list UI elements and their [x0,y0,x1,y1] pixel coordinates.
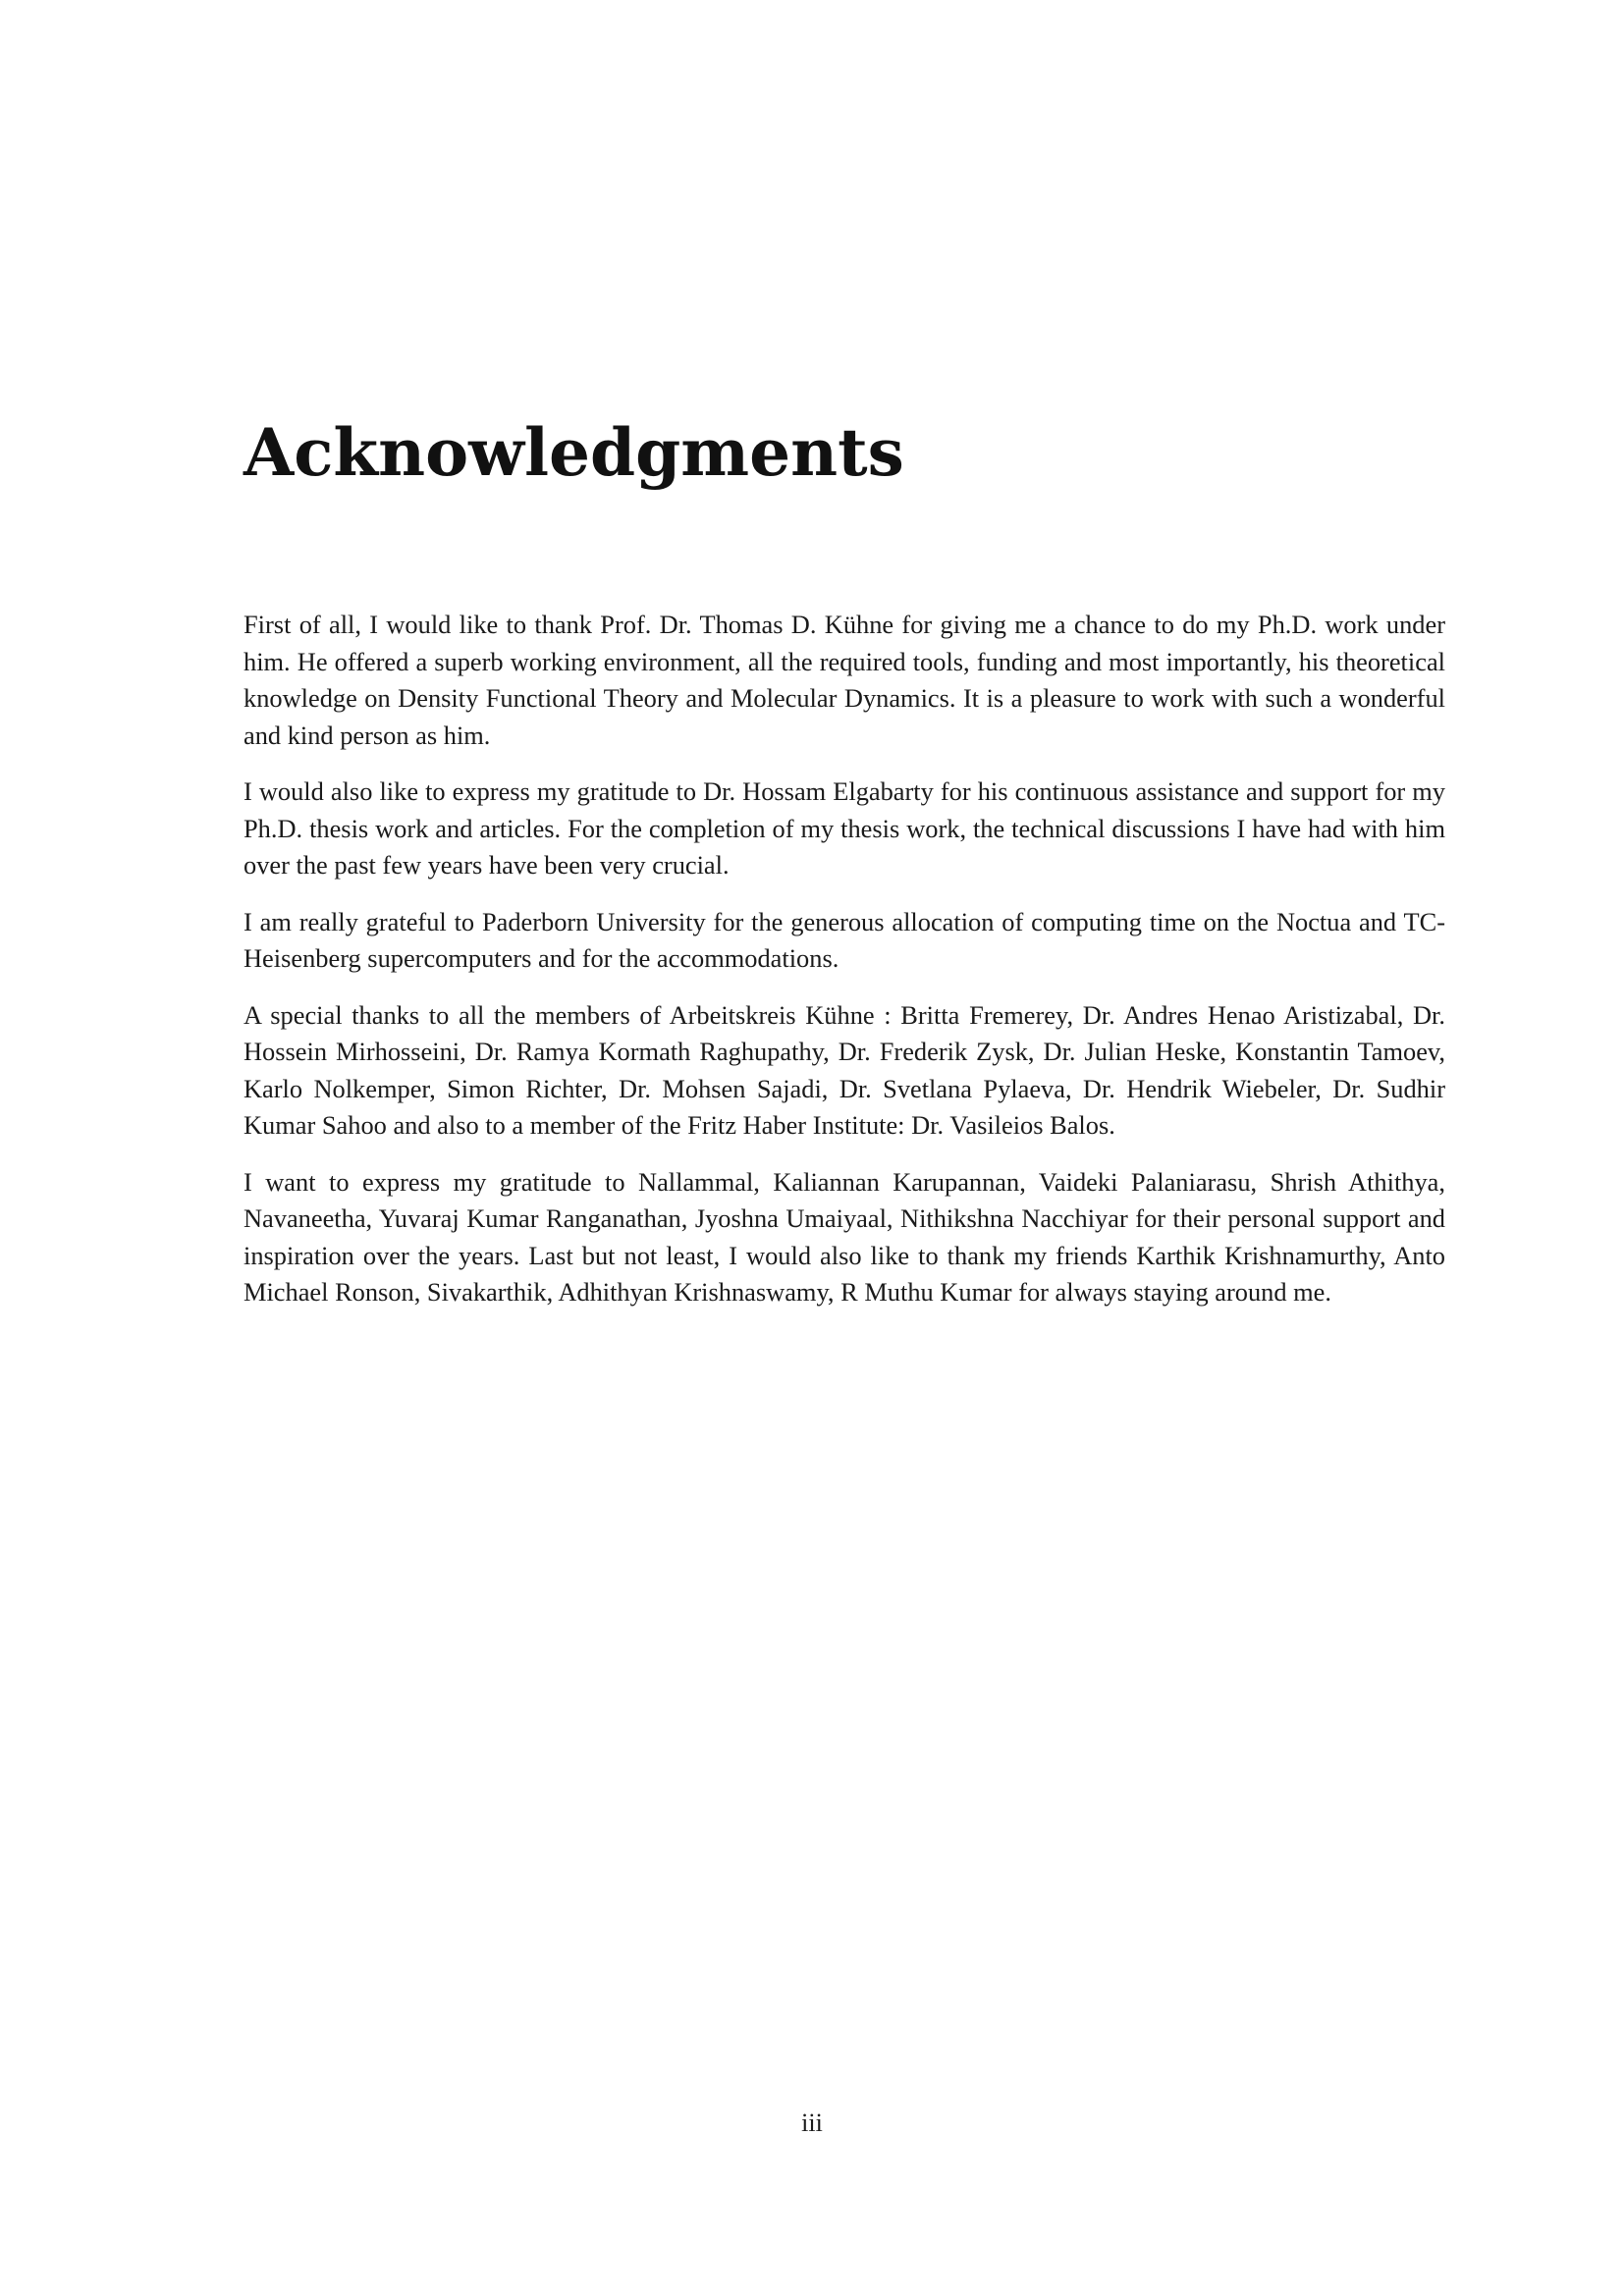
paragraph: I want to express my gratitude to Nallammal, Kaliannan Karupannan, Vaideki Palaniarasu, Shrish Athithya, Navaneetha, Yuvaraj Kumar Ranganathan, Jyoshna Umaiyaal, Nithikshna Nacchiyar for their personal support and inspiration over the years. Last but not least, I would also like to thank my friends Karthik Krishnamurthy, Anto Michael Ronson, Sivakarthik, Adhithyan Krishnaswamy, R Muthu Kumar for always staying around me. [244,1166,1445,1307]
paragraph: I am really grateful to Paderborn University for the generous allocation of computing time on the Noctua and TC-Heisenberg supercomputers and for the accommodations. [244,906,1445,973]
page-number: iii [801,2109,823,2137]
acknowledgments-body [244,607,1445,1331]
paragraph: I would also like to express my gratitude to Dr. Hossam Elgabarty for his continuous assistance and support for my Ph.D. thesis work and articles. For the completion of my thesis work, the technical discussions I have had with him over the past few years have been very crucial. [244,776,1445,880]
paragraph: First of all, I would like to thank Prof. Dr. Thomas D. Kühne for giving me a chance to do my Ph.D. work under him. He offered a superb working environment, all the required tools, funding and most importantly, his theoretical knowledge on Density Functional Theory and Molecular Dynamics. It is a pleasure to work with such a wonderful and kind person as him. [244,610,1445,750]
paragraph: A special thanks to all the members of Arbeitskreis Kühne : Britta Fremerey, Dr. Andres Henao Aristizabal, Dr. Hossein Mirhosseini, Dr. Ramya Kormath Raghupathy, Dr. Frederik Zysk, Dr. Julian Heske, Konstantin Tamoev, Karlo Nolkemper, Simon Richter, Dr. Mohsen Sajadi, Dr. Svetlana Pylaeva, Dr. Hendrik Wiebeler, Dr. Sudhir Kumar Sahoo and also to a member of the Fritz Haber Institute: Dr. Vasileios Balos. [244,999,1445,1140]
page-title: Acknowledgments [244,414,904,491]
